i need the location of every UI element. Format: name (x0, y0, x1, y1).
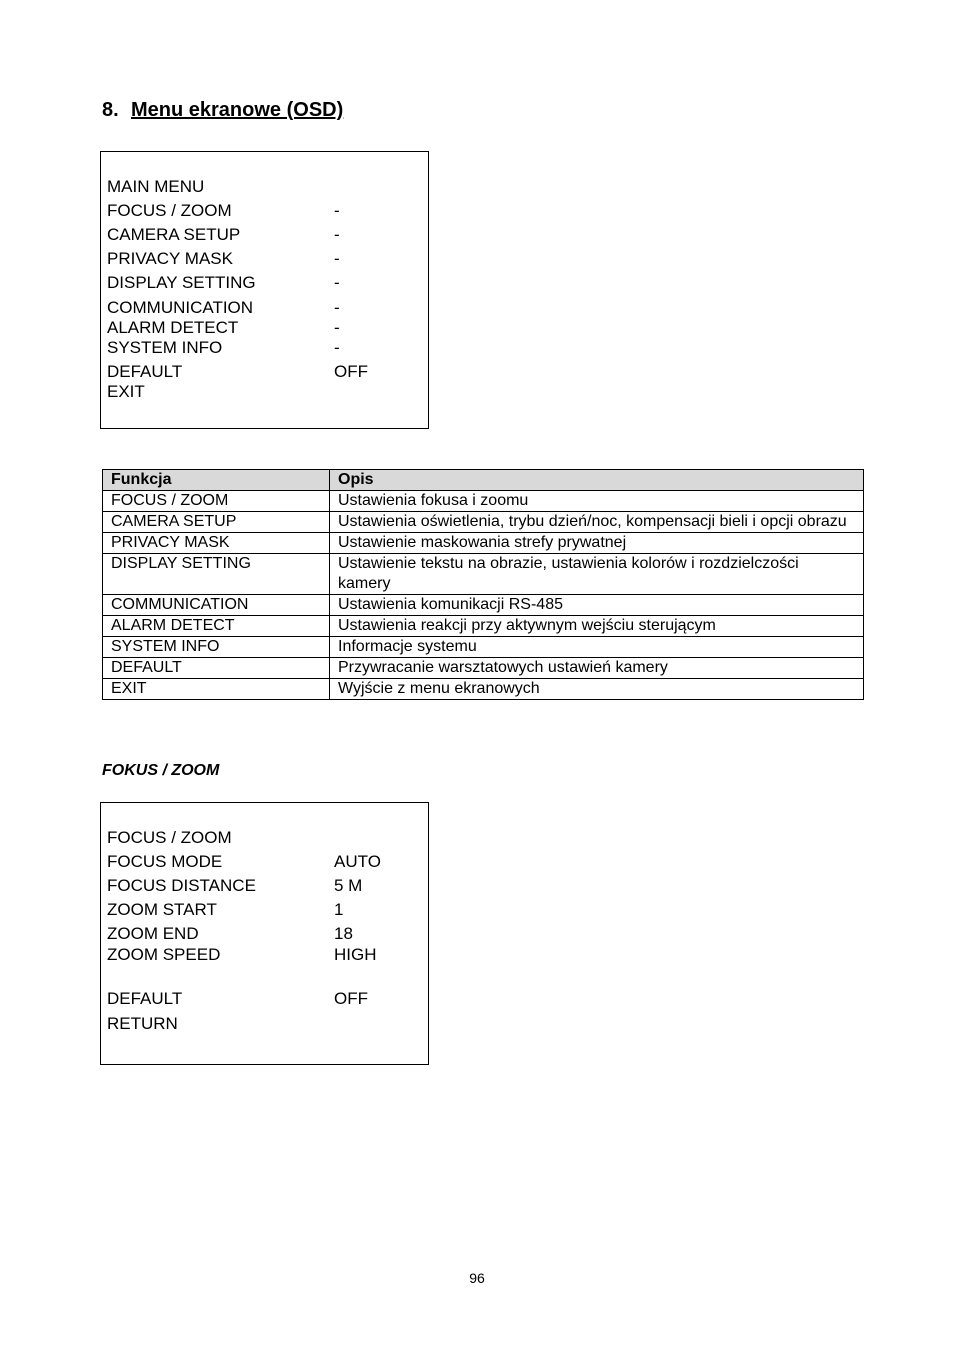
section-heading (102, 99, 343, 122)
fokus-zoom-subheading: FOKUS / ZOOM (102, 762, 220, 779)
function-name: DISPLAY SETTING (103, 554, 330, 595)
osd-menu-item-camera-setup (107, 225, 340, 245)
osd-item-value: HIGH (334, 945, 377, 964)
osd-item-value: - (334, 225, 340, 244)
focus-zoom-menu-title: FOCUS / ZOOM (107, 828, 232, 847)
osd-item-label: CAMERA SETUP (107, 225, 241, 244)
function-description: Ustawienia komunikacji RS-485 (330, 595, 864, 616)
osd-item-value: OFF (334, 989, 368, 1008)
table-row (103, 637, 864, 658)
osd-menu-item-communication (107, 298, 340, 318)
osd-item-value: AUTO (334, 852, 381, 871)
osd-menu-item-zoom-start (107, 900, 343, 920)
osd-menu-item-default (107, 362, 368, 382)
function-name: COMMUNICATION (103, 595, 330, 616)
page-number: 96 (469, 1270, 485, 1286)
osd-menu-item-system-info (107, 338, 340, 358)
section-number: 8. (102, 99, 119, 121)
function-table (102, 469, 864, 700)
osd-item-label: FOCUS / ZOOM (107, 201, 232, 220)
osd-item-value: OFF (334, 362, 368, 381)
osd-menu-item-default (107, 989, 368, 1009)
osd-menu-item-display-setting (107, 273, 340, 293)
osd-menu-item-alarm-detect (107, 318, 340, 338)
function-name: EXIT (103, 679, 330, 700)
function-description: Przywracanie warsztatowych ustawień kamery (330, 658, 864, 679)
osd-item-value: - (334, 201, 340, 220)
osd-item-label: ZOOM END (107, 924, 199, 943)
osd-item-label: FOCUS MODE (107, 852, 223, 871)
function-description: Informacje systemu (330, 637, 864, 658)
osd-menu-item-exit (107, 382, 334, 402)
table-row (103, 491, 864, 512)
osd-item-label: COMMUNICATION (107, 298, 254, 317)
function-name: FOCUS / ZOOM (103, 491, 330, 512)
table-header-row (103, 470, 864, 491)
table-row (103, 595, 864, 616)
osd-item-label: ZOOM SPEED (107, 945, 221, 964)
osd-menu-item-privacy-mask (107, 249, 340, 269)
function-description: Ustawienia oświetlenia, trybu dzień/noc, kompensacji bieli i opcji obrazu (330, 512, 864, 533)
section-title: Menu ekranowe (OSD) (131, 99, 344, 121)
osd-item-label: PRIVACY MASK (107, 249, 233, 268)
osd-item-value: - (334, 298, 340, 317)
osd-item-label: SYSTEM INFO (107, 338, 223, 357)
osd-menu-item-focus-distance (107, 876, 362, 896)
function-name: SYSTEM INFO (103, 637, 330, 658)
function-description: Ustawienia reakcji przy aktywnym wejściu sterującym (330, 616, 864, 637)
function-description: Wyjście z menu ekranowych (330, 679, 864, 700)
main-menu-title: MAIN MENU (107, 177, 205, 196)
osd-item-value: 5 M (334, 876, 363, 895)
osd-item-value: 18 (334, 924, 353, 943)
osd-item-label: FOCUS DISTANCE (107, 876, 256, 895)
osd-item-value: - (334, 318, 340, 337)
column-header-funkcja: Funkcja (103, 470, 330, 491)
osd-item-value: - (334, 273, 340, 292)
function-name: PRIVACY MASK (103, 533, 330, 554)
column-header-opis: Opis (330, 470, 864, 491)
table-row (103, 554, 864, 595)
osd-menu-item-focus-mode (107, 852, 381, 872)
osd-item-value: - (334, 249, 340, 268)
osd-item-label: DEFAULT (107, 989, 183, 1008)
table-row (103, 658, 864, 679)
table-row (103, 616, 864, 637)
osd-menu-item-focus-zoom (107, 201, 340, 221)
focus-zoom-osd-box (100, 802, 429, 1065)
function-description: Ustawienie maskowania strefy prywatnej (330, 533, 864, 554)
main-menu-osd-box (100, 151, 429, 429)
table-row (103, 533, 864, 554)
osd-item-label: DEFAULT (107, 362, 183, 381)
function-name: DEFAULT (103, 658, 330, 679)
function-description: Ustawienia fokusa i zoomu (330, 491, 864, 512)
osd-item-label: EXIT (107, 382, 145, 401)
osd-item-label: ZOOM START (107, 900, 217, 919)
table-row (103, 679, 864, 700)
osd-menu-item-return (107, 1014, 334, 1034)
osd-menu-item-zoom-speed (107, 945, 377, 965)
function-name: ALARM DETECT (103, 616, 330, 637)
osd-item-label: DISPLAY SETTING (107, 273, 256, 292)
osd-item-label: ALARM DETECT (107, 318, 239, 337)
table-row (103, 512, 864, 533)
osd-item-label: RETURN (107, 1014, 178, 1033)
osd-menu-item-zoom-end (107, 924, 353, 944)
function-name: CAMERA SETUP (103, 512, 330, 533)
function-description: Ustawienie tekstu na obrazie, ustawienia kolorów i rozdzielczości kamery (330, 554, 864, 595)
osd-item-value: - (334, 338, 340, 357)
osd-item-value: 1 (334, 900, 344, 919)
